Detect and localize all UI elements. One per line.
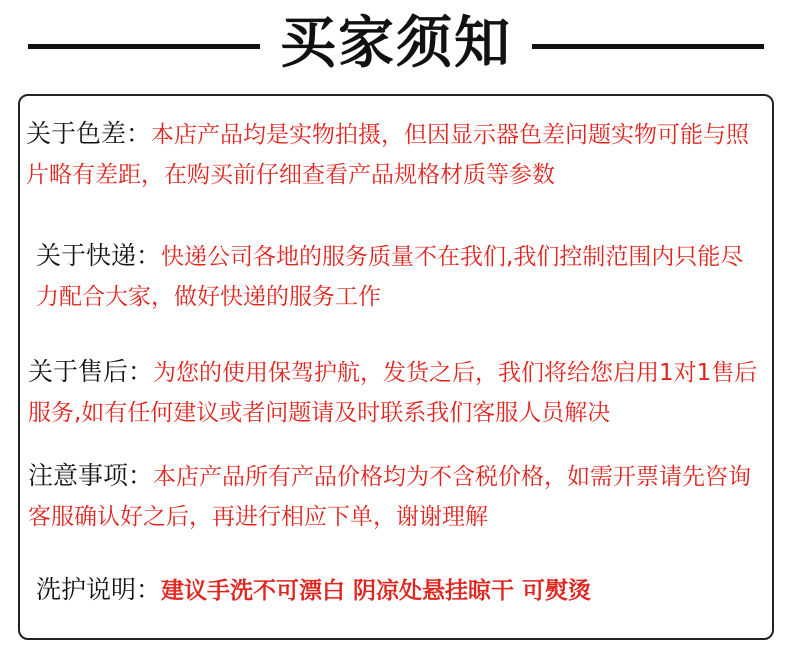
notice-text: 本店产品均是实物拍摄，但因显示器色差问题实物可能与照片略有差距，在购买前仔细查看产品规格材质等参数 <box>26 122 750 188</box>
notice-text: 快递公司各地的服务质量不在我们,我们控制范围内只能尽力配合大家，做好快递的服务工作 <box>36 244 744 310</box>
notice-color-difference <box>26 114 766 195</box>
notice-precautions <box>28 456 768 537</box>
notice-text: 建议手洗不可漂白 阴凉处悬挂晾干 可熨烫 <box>161 578 592 604</box>
notice-text: 为您的使用保驾护航，发货之后，我们将给您启用1对1售后服务,如有任何建议或者问题请及时联系我们客服人员解决 <box>28 360 758 426</box>
title-rule-right <box>532 44 764 49</box>
notice-care-instructions <box>36 570 776 611</box>
notice-after-sales <box>28 352 768 433</box>
notice-text: 本店产品所有产品价格均为不含税价格，如需开票请先咨询客服确认好之后，再进行相应下单，谢谢理解 <box>28 464 752 530</box>
notice-label: 洗护说明： <box>36 575 162 604</box>
title-rule-left <box>28 44 260 49</box>
notice-delivery <box>36 236 766 317</box>
notice-panel <box>18 94 774 640</box>
notice-label: 关于售后： <box>28 357 154 386</box>
page-header <box>0 0 790 92</box>
notice-label: 关于快递： <box>36 241 162 270</box>
page-title: 买家须知 <box>280 11 512 76</box>
notice-label: 注意事项： <box>28 461 154 490</box>
notice-label: 关于色差： <box>26 119 152 148</box>
